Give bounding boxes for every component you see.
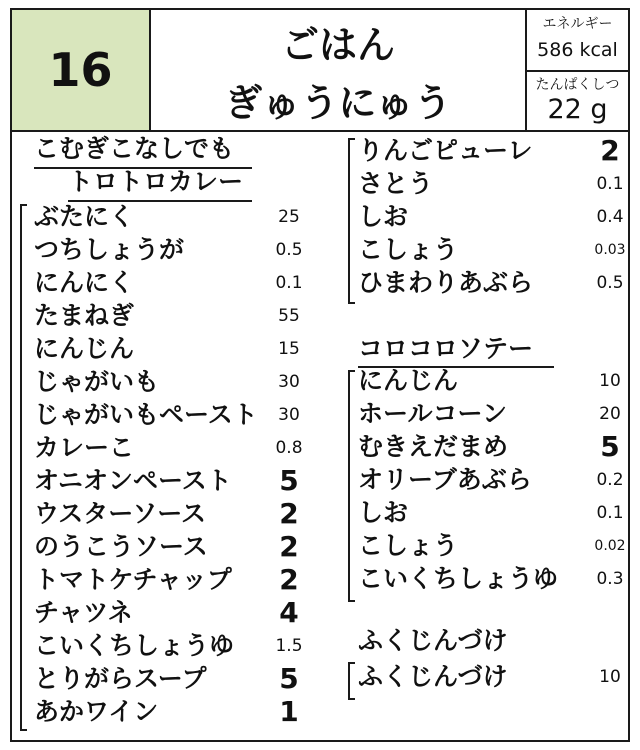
ingredient-name: のうこうソース (34, 532, 208, 561)
ingredient-quantity: 2 (600, 134, 620, 167)
ingredient-quantity: 20 (599, 404, 621, 424)
ingredient-quantity: 55 (278, 306, 300, 326)
ingredient-name: カレーこ (34, 433, 135, 462)
ingredient-quantity: 10 (599, 667, 621, 687)
ingredient-name: たまねぎ (34, 301, 135, 330)
protein-label: たんぱくしつ (535, 77, 620, 93)
curry-bracket (20, 204, 27, 731)
ingredient-name: こしょう (358, 531, 459, 560)
ingredient-name: ぶたにく (34, 202, 135, 231)
ingredient-quantity: 25 (278, 207, 300, 227)
ingredient-quantity: 30 (278, 372, 300, 392)
ingredient-quantity: 4 (279, 596, 299, 629)
menu-card (10, 8, 630, 742)
ingredient-quantity: 0.5 (275, 240, 303, 260)
ingredient-quantity: 0.02 (594, 538, 626, 554)
ingredient-quantity: 5 (279, 464, 299, 497)
ingredient-name: じゃがいも (34, 367, 160, 396)
curry-continued-bracket (348, 138, 355, 304)
ingredient-name: オリーブあぶら (358, 465, 532, 494)
saute-bracket (348, 370, 355, 602)
ingredient-quantity: 2 (279, 530, 299, 563)
curry-title-line-2: トロトロカレー (68, 167, 244, 196)
ingredient-name: ウスターソース (34, 499, 207, 528)
ingredient-quantity: 0.3 (596, 569, 624, 589)
energy-value: 586 kcal (537, 39, 618, 61)
ingredient-quantity: 15 (278, 339, 300, 359)
ingredient-quantity: 1 (279, 695, 299, 728)
ingredient-name: ひまわりあぶら (358, 268, 534, 297)
ingredient-name: こいくちしょうゆ (34, 631, 235, 660)
ingredient-name: チャツネ (34, 598, 133, 627)
ingredient-quantity: 0.1 (275, 273, 303, 293)
ingredient-quantity: 5 (279, 662, 299, 695)
ingredient-quantity: 0.2 (596, 470, 624, 490)
ingredient-name: しお (358, 498, 409, 527)
ingredient-quantity: 0.4 (596, 207, 624, 227)
ingredient-name: にんにく (34, 268, 135, 297)
ingredient-quantity: 2 (279, 563, 299, 596)
ingredient-name: ふくじんづけ (358, 662, 508, 691)
ingredient-name: むきえだまめ (358, 432, 509, 461)
ingredient-name: しお (358, 202, 409, 231)
menu-header (12, 10, 628, 132)
ingredient-name: じゃがいもペースト (34, 400, 258, 429)
ingredient-quantity: 2 (279, 497, 299, 530)
ingredient-quantity: 0.03 (594, 242, 626, 258)
ingredient-name: りんごピューレ (358, 136, 533, 165)
ingredient-name: にんじん (34, 334, 135, 363)
curry-title-line-1: こむぎこなしでも (34, 134, 235, 163)
nutrition-panel (527, 10, 628, 130)
ingredient-name: ホールコーン (358, 399, 508, 428)
ingredient-quantity: 0.1 (596, 503, 624, 523)
ingredient-quantity: 5 (600, 430, 620, 463)
ingredient-quantity: 30 (278, 405, 300, 425)
ingredient-name: あかワイン (34, 697, 159, 726)
menu-items (151, 10, 527, 130)
ingredient-quantity: 0.8 (275, 438, 303, 458)
ingredient-name: つちしょうが (34, 235, 185, 264)
ingredient-name: とりがらスープ (34, 664, 207, 693)
ingredient-name: オニオンペースト (34, 466, 232, 495)
ingredient-quantity: 0.1 (596, 174, 624, 194)
menu-item-rice: ごはん (280, 23, 395, 67)
ingredient-name: トマトケチャップ (34, 565, 232, 594)
nutrition-divider (527, 70, 628, 72)
menu-item-milk: ぎゅうにゅう (224, 81, 452, 125)
ingredient-quantity: 1.5 (275, 636, 303, 656)
ingredient-name: さとう (358, 169, 434, 198)
ingredient-quantity: 10 (599, 371, 621, 391)
pickle-bracket (348, 662, 355, 700)
ingredient-name: こいくちしょうゆ (358, 564, 559, 593)
energy-label: エネルギー (542, 16, 613, 32)
day-number: 16 (12, 10, 151, 130)
ingredient-name: にんじん (358, 366, 459, 395)
pickle-title: ふくじんづけ (358, 626, 508, 655)
ingredient-quantity: 0.5 (596, 273, 624, 293)
saute-title: コロコロソテー (358, 334, 534, 363)
protein-value: 22 g (547, 94, 608, 125)
ingredient-name: こしょう (358, 235, 459, 264)
